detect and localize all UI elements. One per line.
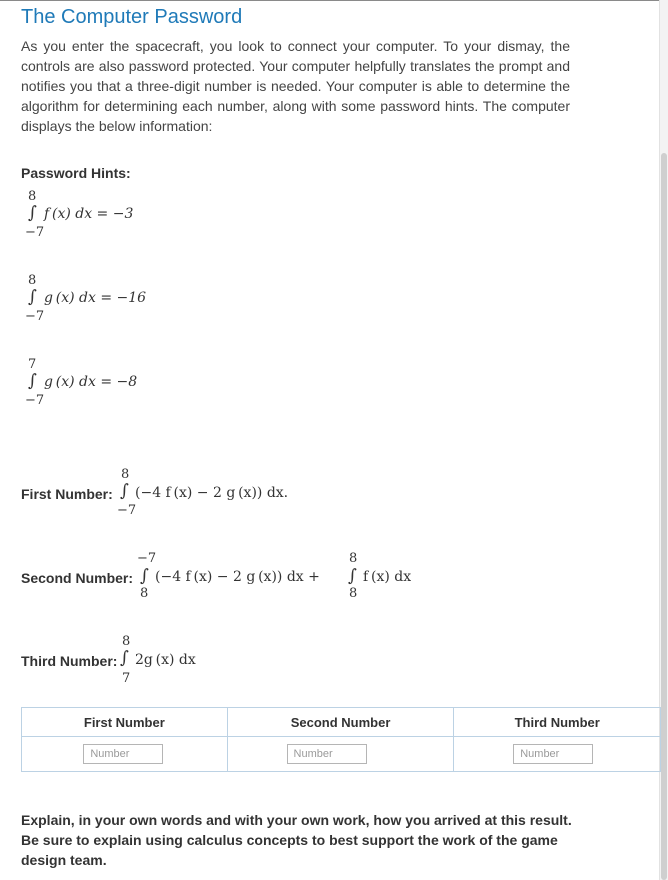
second-integrand-1: (−4 f (x) − 2 g (x)) dx + [155,569,320,585]
explain-instructions: Explain, in your own words and with your own work, how you arrived at this result. Be sure to explain using calculus concepts to best support the work of the game design team. [21,812,572,868]
integral-sign: ∫ [120,648,129,668]
third-lower-limit: 7 [122,671,131,686]
first-integrand: (−4 f (x) − 2 g (x)) dx. [135,485,289,501]
third-number-label: Third Number: [21,653,118,669]
hint-2-lower-limit: −7 [25,309,45,324]
first-lower-limit: −7 [117,503,137,518]
third-number-cell [454,737,661,772]
first-number-cell [22,737,228,772]
answer-table [21,707,661,772]
hint-1-upper-limit: 8 [28,189,37,204]
second-upper-limit-2: 8 [349,551,358,566]
first-upper-limit: 8 [121,467,130,482]
integral-sign: ∫ [120,481,129,501]
integral-sign: ∫ [28,287,37,307]
second-integrand-2: f (x) dx [363,569,412,585]
hint-1-integrand: f (x) dx = −3 [44,206,134,222]
second-upper-limit-1: −7 [137,551,157,566]
password-hints-label: Password Hints: [21,165,131,181]
first-number-input[interactable] [83,744,163,764]
third-number-input[interactable] [513,744,593,764]
second-number-cell [227,737,454,772]
integral-sign: ∫ [28,203,37,223]
third-integrand: 2g (x) dx [135,652,196,668]
second-number-input[interactable] [287,744,367,764]
intro-paragraph: As you enter the spacecraft, you look to connect your computer. To your dismay, the controls are also password protected. Your computer helpfully translates the prompt and notifies you that a three-digit number is needed. Your computer is able to determine the algorithm for determining each number, along with some password hints. The computer displays the below information: [21,38,570,134]
third-number-header: Third Number [454,708,661,737]
first-number-header: First Number [22,708,228,737]
integral-sign: ∫ [28,371,37,391]
hint-3-lower-limit: −7 [25,393,45,408]
integral-sign: ∫ [140,566,149,586]
third-upper-limit: 8 [122,634,131,649]
answer-table-input-row [22,737,661,772]
integral-sign: ∫ [348,566,357,586]
page-title: The Computer Password [21,6,243,28]
hint-2-upper-limit: 8 [28,273,37,288]
second-number-label: Second Number: [21,570,134,586]
hint-3-integrand: g (x) dx = −8 [44,374,138,390]
top-border [0,0,668,1]
scrollbar-thumb[interactable] [661,153,667,880]
hint-1-lower-limit: −7 [25,225,45,240]
answer-table-header-row [22,708,661,737]
hint-2-integrand: g (x) dx = −16 [44,290,147,306]
second-number-header: Second Number [227,708,454,737]
second-lower-limit-1: 8 [140,586,149,601]
first-number-label: First Number: [21,486,113,502]
hint-3-upper-limit: 7 [28,357,37,372]
second-lower-limit-2: 8 [349,586,358,601]
